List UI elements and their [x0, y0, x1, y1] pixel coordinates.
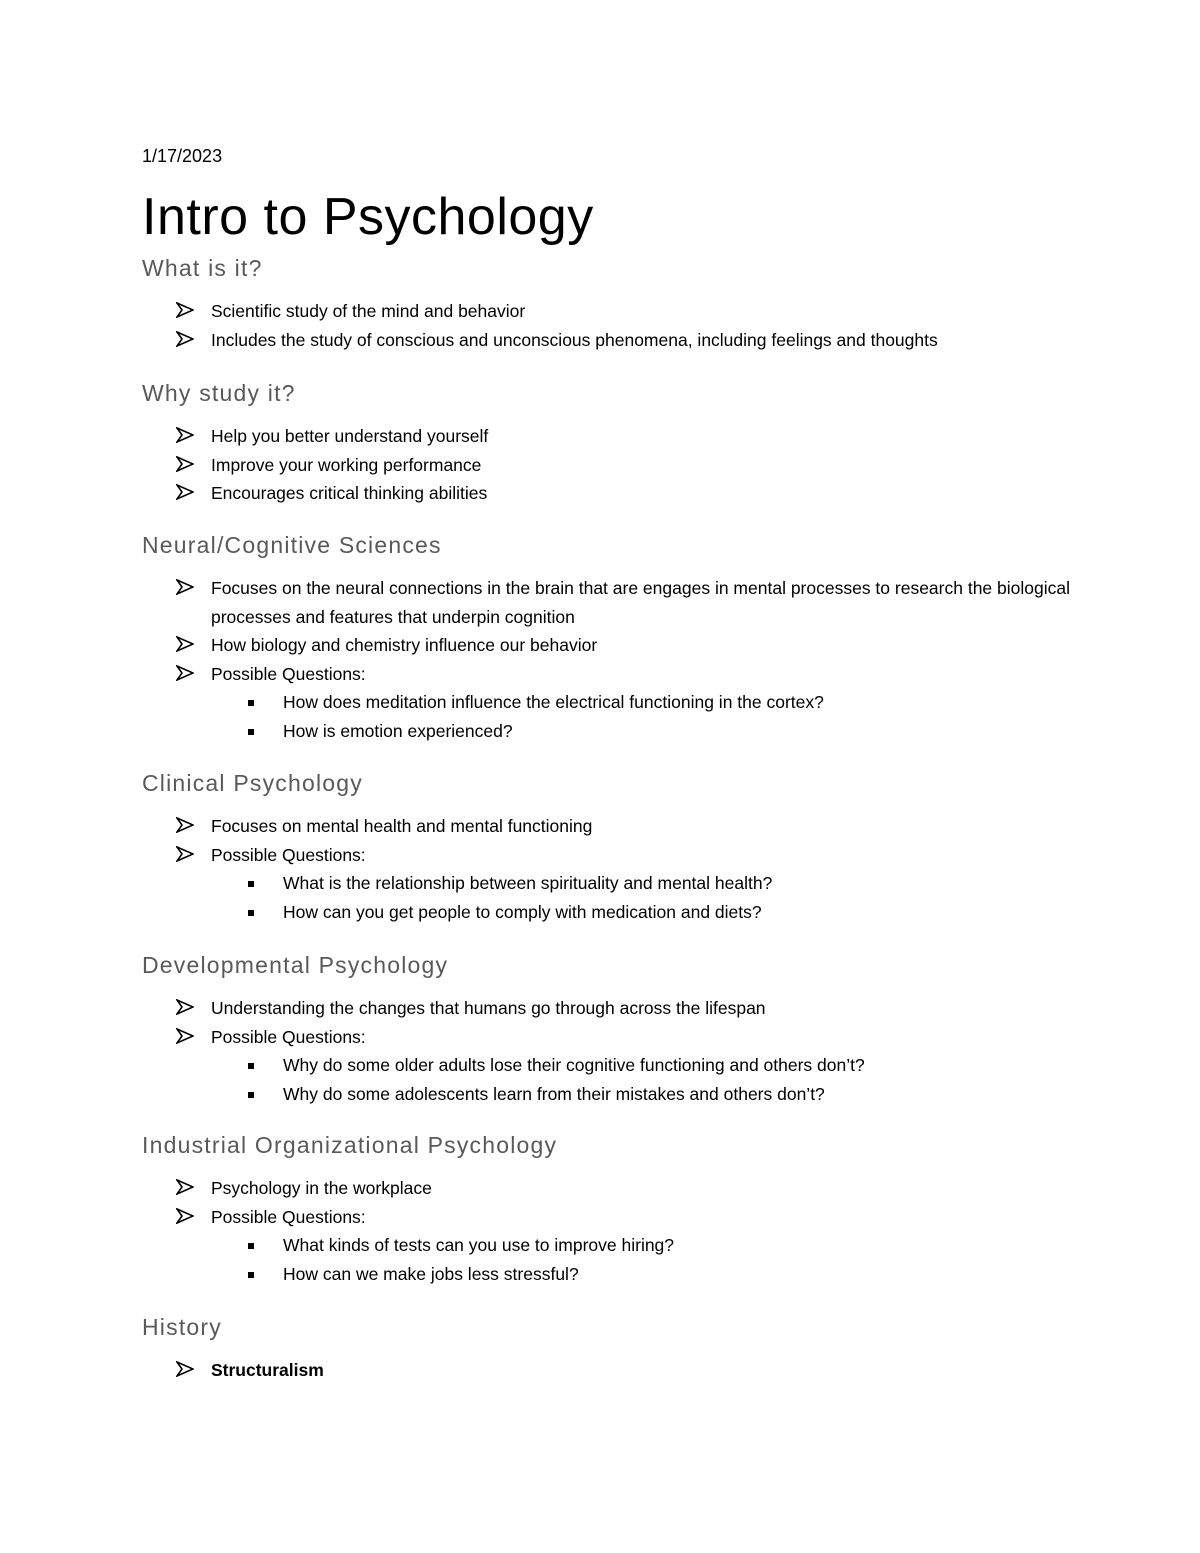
question-text: How is emotion experienced? — [283, 720, 513, 741]
list-item — [142, 451, 1082, 480]
list-item-text: Possible Questions: — [211, 1206, 366, 1227]
arrow-bullet-icon — [176, 456, 194, 472]
list-item-text: Psychology in the workplace — [211, 1178, 432, 1198]
question-item — [142, 1080, 1082, 1109]
list-item — [142, 812, 1082, 841]
square-bullet-icon — [248, 910, 254, 916]
list-item-text: Possible Questions: — [211, 844, 366, 865]
list-item-text: Encourages critical thinking abilities — [211, 483, 488, 503]
question-text: What is the relationship between spirituality and mental health? — [283, 873, 773, 893]
list-item-text: Includes the study of conscious and unconscious phenomena, including feelings and thoughts — [211, 329, 938, 350]
list-item-text: Possible Questions: — [211, 1026, 366, 1047]
question-item — [142, 688, 1082, 717]
arrow-bullet-icon — [176, 817, 194, 833]
arrow-bullet-icon — [176, 302, 194, 318]
list-item — [142, 326, 1082, 355]
square-bullet-icon — [248, 1243, 254, 1249]
question-text: Why do some adolescents learn from their mistakes and others don’t? — [283, 1083, 825, 1104]
question-item — [142, 898, 1082, 927]
arrow-bullet-icon — [176, 427, 194, 443]
question-list — [142, 869, 1082, 926]
list-item — [142, 1356, 1082, 1385]
list-item — [142, 1203, 1082, 1232]
square-bullet-icon — [248, 1063, 254, 1069]
arrow-bullet-icon — [176, 1179, 194, 1195]
section-heading: Industrial Organizational Psychology — [142, 1132, 558, 1158]
bullet-list — [142, 574, 1082, 688]
arrow-bullet-icon — [176, 1361, 194, 1377]
arrow-bullet-icon — [176, 665, 194, 681]
section-why-study-it — [142, 378, 1082, 508]
section-heading: History — [142, 1314, 222, 1340]
list-item-text: Improve your working performance — [211, 454, 482, 475]
bullet-list — [142, 812, 1082, 869]
section-heading: Clinical Psychology — [142, 770, 363, 796]
question-item — [142, 1231, 1082, 1260]
square-bullet-icon — [248, 881, 254, 887]
question-item — [142, 1051, 1082, 1080]
question-text: How does meditation influence the electrical functioning in the cortex? — [283, 692, 824, 712]
square-bullet-icon — [248, 1272, 254, 1278]
section-industrial-organizational — [142, 1130, 1082, 1288]
question-text: How can we make jobs less stressful? — [283, 1263, 579, 1284]
arrow-bullet-icon — [176, 331, 194, 347]
list-item — [142, 297, 1082, 326]
document-title: Intro to Psychology — [142, 188, 594, 246]
arrow-bullet-icon — [176, 1208, 194, 1224]
list-item-text: Scientific study of the mind and behavior — [211, 301, 526, 321]
question-text: How can you get people to comply with medication and diets? — [283, 901, 762, 922]
list-item — [142, 631, 1082, 660]
question-list — [142, 688, 1082, 745]
list-item-text: Possible Questions: — [211, 663, 366, 684]
section-history — [142, 1312, 1082, 1385]
arrow-bullet-icon — [176, 484, 194, 500]
list-item — [142, 479, 1082, 508]
list-item — [142, 994, 1082, 1023]
bullet-list — [142, 994, 1082, 1051]
list-item-text: Help you better understand yourself — [211, 426, 489, 446]
section-heading: Developmental Psychology — [142, 952, 449, 978]
bullet-list — [142, 1174, 1082, 1231]
arrow-bullet-icon — [176, 999, 194, 1015]
list-item-text: Focuses on mental health and mental functioning — [211, 816, 593, 836]
bullet-list — [142, 297, 1082, 354]
arrow-bullet-icon — [176, 636, 194, 652]
list-item-text: Structuralism — [211, 1360, 324, 1380]
list-item-text: Focuses on the neural connections in the brain that are engages in mental processes to research the biological processes and features that underpin cognition — [211, 578, 1070, 627]
list-item — [142, 422, 1082, 451]
list-item — [142, 1174, 1082, 1203]
section-heading: Neural/Cognitive Sciences — [142, 532, 442, 558]
question-text: What kinds of tests can you use to improve hiring? — [283, 1235, 675, 1255]
question-list — [142, 1051, 1082, 1108]
list-item — [142, 574, 1082, 631]
document-date: 1/17/2023 — [142, 146, 223, 166]
section-heading: Why study it? — [142, 380, 296, 406]
arrow-bullet-icon — [176, 1028, 194, 1044]
square-bullet-icon — [248, 1092, 254, 1098]
list-item-text: Understanding the changes that humans go through across the lifespan — [211, 998, 766, 1018]
section-heading: What is it? — [142, 255, 263, 281]
bullet-list — [142, 1356, 1082, 1385]
question-item — [142, 869, 1082, 898]
section-neural-cognitive — [142, 530, 1082, 745]
section-what-is-it — [142, 253, 1082, 354]
square-bullet-icon — [248, 729, 254, 735]
list-item — [142, 1023, 1082, 1052]
list-item — [142, 660, 1082, 689]
list-item-text: How biology and chemistry influence our behavior — [211, 635, 598, 655]
question-item — [142, 717, 1082, 746]
question-text: Why do some older adults lose their cognitive functioning and others don’t? — [283, 1055, 865, 1075]
bullet-list — [142, 422, 1082, 508]
arrow-bullet-icon — [176, 846, 194, 862]
list-item — [142, 841, 1082, 870]
square-bullet-icon — [248, 700, 254, 706]
question-item — [142, 1260, 1082, 1289]
section-clinical — [142, 768, 1082, 926]
section-developmental — [142, 950, 1082, 1108]
arrow-bullet-icon — [176, 579, 194, 595]
question-list — [142, 1231, 1082, 1288]
